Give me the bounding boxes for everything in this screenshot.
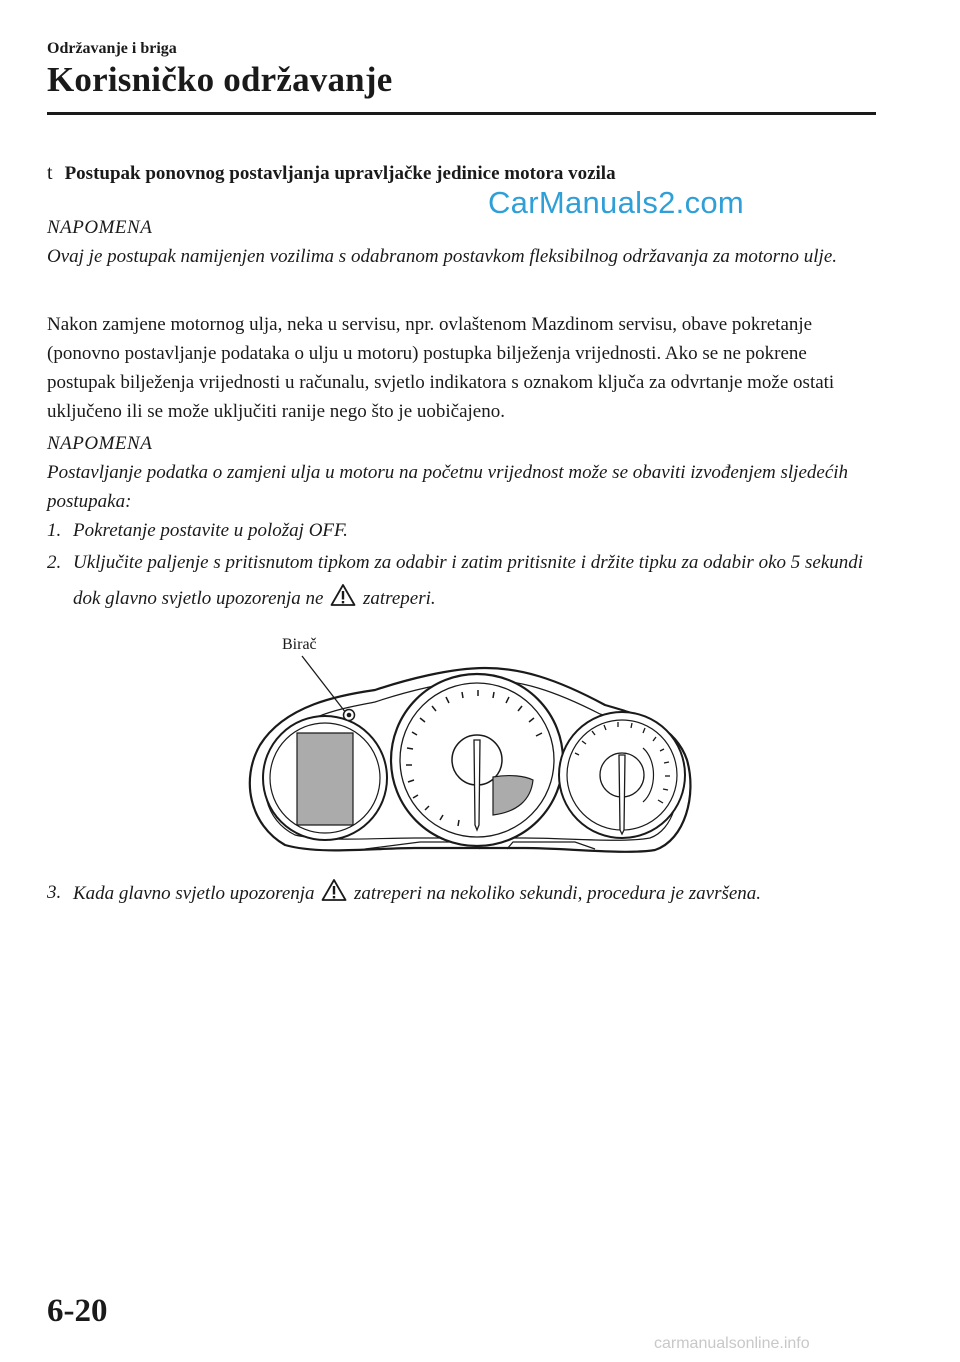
step-number: 2. — [47, 552, 62, 573]
warning-triangle-icon — [321, 878, 347, 902]
right-gauge-needle — [619, 755, 625, 834]
procedure-heading — [47, 162, 616, 185]
note-text: Ovaj je postupak namijenjen vozilima s odabranom postavkom fleksibilnog održavanja za motorno ulje. — [47, 246, 838, 267]
step-text-end: zatreperi na nekoliko sekundi, procedura je završena. — [354, 883, 762, 904]
figure-caption-birac: Birač — [282, 636, 317, 653]
step-text-end: zatreperi. — [362, 588, 436, 609]
page-number: 6-20 — [47, 1293, 108, 1329]
leader-line — [302, 656, 346, 713]
step-1 — [47, 516, 877, 545]
page-title: Korisničko održavanje — [47, 60, 393, 99]
procedure-heading-text: Postupak ponovnog postavljanja upravljačke jedinice motora vozila — [64, 163, 616, 184]
step-text: Kada glavno svjetlo upozorenja — [73, 883, 315, 904]
step-2 — [47, 545, 877, 617]
footer-watermark: carmanualsonline.info — [654, 1335, 810, 1352]
instrument-cluster-figure — [245, 650, 695, 865]
step-text: Uključite paljenje s pritisnutom tipkom za odabir i zatim pritisnite i držite tipku za odabir oko 5 sekundi dok glavno svjetlo upozorenja ne — [73, 552, 864, 609]
step-number: 3. — [47, 882, 62, 903]
section-label: Održavanje i briga — [47, 40, 177, 57]
title-divider — [47, 112, 876, 115]
step-number: 1. — [47, 520, 62, 541]
note-label: NAPOMENA — [47, 217, 153, 238]
lcd-display — [297, 733, 353, 825]
center-gauge-needle — [474, 740, 480, 830]
warning-triangle-icon — [330, 583, 356, 607]
note-intro: Postavljanje podatka o zamjeni ulja u motoru na početnu vrijednost može se obaviti izvođenjem sljedećih postupaka: — [47, 462, 849, 512]
bullet-marker: t — [47, 162, 53, 184]
note-2 — [47, 429, 877, 617]
note-label: NAPOMENA — [47, 433, 153, 454]
carmanuals-watermark: CarManuals2.com — [488, 185, 745, 220]
body-paragraph: Nakon zamjene motornog ulja, neka u servisu, npr. ovlaštenom Mazdinom servisu, obave pokretanje (ponovno postavljanje podataka o ulju u motoru) postupka bilježenja vrijednosti. Ako se ne pokrene postupak bilježenja vrijednosti u računalu, svjetlo indikatora s oznakom ključa za odvrtanje može ostati uključeno ili se može uključiti ranije nego što je uobičajeno. — [47, 314, 835, 422]
note-1 — [47, 213, 877, 271]
step-3 — [47, 878, 877, 908]
step-text: Pokretanje postavite u položaj OFF. — [73, 520, 348, 541]
